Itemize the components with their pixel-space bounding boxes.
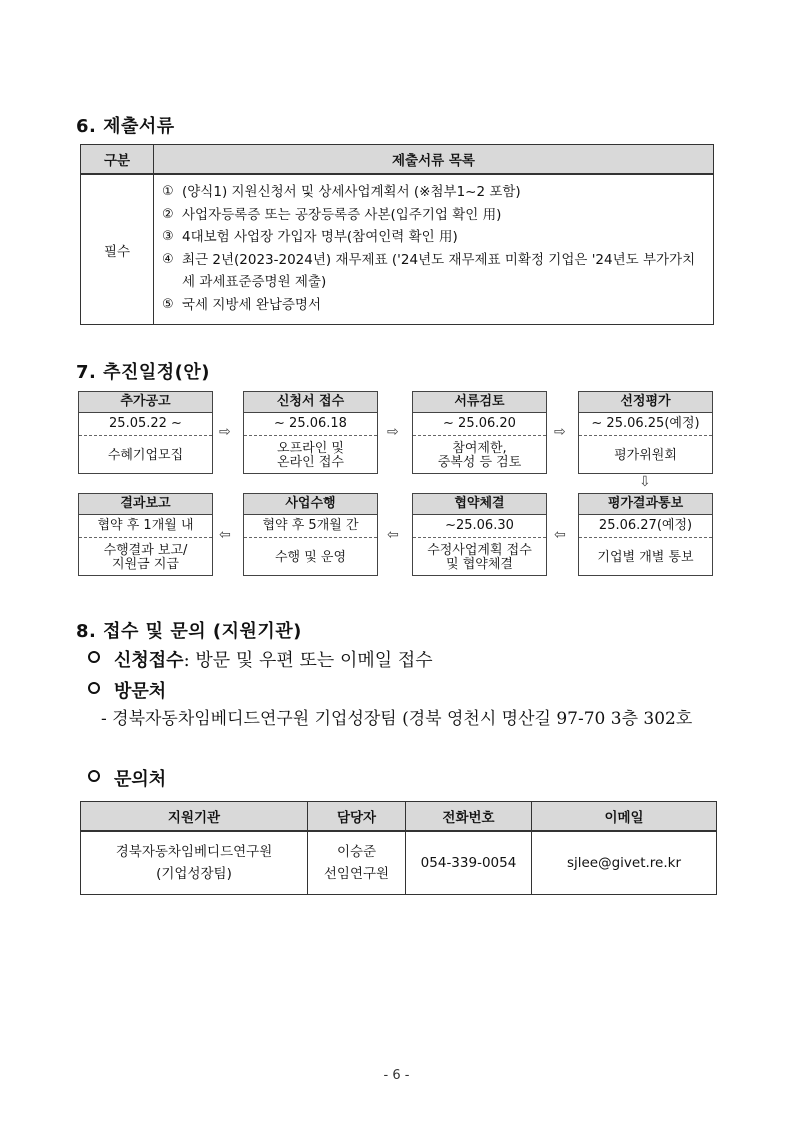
item-number: ③ xyxy=(162,229,174,244)
step-head: 신청서 접수 xyxy=(244,392,377,413)
column-header-category: 구분 xyxy=(81,145,154,175)
step-desc: 기업별 개별 통보 xyxy=(597,549,694,565)
list-item xyxy=(162,181,705,204)
org-team: (기업성장팀) xyxy=(156,866,232,882)
schedule-step-selection-evaluation xyxy=(578,391,713,474)
list-item xyxy=(162,294,705,317)
apply-text: : 방문 및 우편 또는 이메일 접수 xyxy=(183,650,433,671)
table-row xyxy=(81,831,717,895)
schedule-step-execution xyxy=(243,493,378,576)
step-date: ~ 25.06.20 xyxy=(413,413,546,436)
person-cell xyxy=(308,831,406,895)
section8-title: 8. 접수 및 문의 (지원기관) xyxy=(76,621,302,642)
arrow-right-icon: ⇨ xyxy=(387,424,399,440)
contact-line xyxy=(88,765,166,791)
table-header-row xyxy=(81,145,714,175)
list-item xyxy=(162,226,705,249)
item-number: ④ xyxy=(162,251,174,267)
arrow-left-icon: ⇦ xyxy=(219,527,231,543)
step-desc: 수행결과 보고/ 지원금 지급 xyxy=(103,542,188,572)
org-cell xyxy=(81,831,308,895)
item-text: 4대보험 사업장 가입자 명부(참여인력 확인 用) xyxy=(182,229,458,245)
person-name: 이승준 xyxy=(336,844,377,860)
arrow-right-icon: ⇨ xyxy=(554,424,566,440)
schedule-step-result-report xyxy=(78,493,213,576)
submission-documents-table xyxy=(80,144,714,325)
step-desc: 수정사업계획 접수 및 협약체결 xyxy=(427,542,532,572)
visit-line xyxy=(88,677,166,703)
contact-table xyxy=(80,801,717,895)
column-header-phone: 전화번호 xyxy=(406,802,532,832)
section7-title: 7. 추진일정(안) xyxy=(76,362,211,383)
item-text: 최근 2년(2023-2024년) 재무제표 ('24년도 재무제표 미확정 기업은 '24년도 부가가치세 과세표준증명원 제출) xyxy=(182,251,696,290)
arrow-left-icon: ⇦ xyxy=(387,527,399,543)
phone-number: 054-339-0054 xyxy=(406,831,532,895)
arrow-down-icon: ⇩ xyxy=(639,474,651,490)
schedule-step-announcement xyxy=(78,391,213,474)
step-head: 협약체결 xyxy=(413,494,546,515)
page-number: - 6 - xyxy=(383,1068,410,1083)
column-header-documents: 제출서류 목록 xyxy=(154,145,714,175)
contact-label: 문의처 xyxy=(114,769,167,790)
column-header-email: 이메일 xyxy=(532,802,717,832)
step-date: 25.05.22 ~ xyxy=(79,413,212,436)
step-date: ~ 25.06.18 xyxy=(244,413,377,436)
step-date: ~ 25.06.25(예정) xyxy=(579,413,712,436)
step-desc: 참여제한, 중복성 등 검토 xyxy=(437,440,522,470)
bullet-circle-icon xyxy=(88,682,100,694)
step-head: 평가결과통보 xyxy=(579,494,712,515)
visit-address: - 경북자동차임베디드연구원 기업성장팀 (경북 영천시 명산길 97-70 3층 302호 xyxy=(101,709,693,729)
step-desc: 오프라인 및 온라인 접수 xyxy=(277,440,344,470)
step-head: 결과보고 xyxy=(79,494,212,515)
item-number: ② xyxy=(162,206,174,222)
step-desc: 수혜기업모집 xyxy=(107,447,184,463)
schedule-step-application xyxy=(243,391,378,474)
visit-label: 방문처 xyxy=(114,681,167,702)
apply-line xyxy=(88,646,433,672)
item-text: 국세 지방세 완납증명서 xyxy=(182,296,321,313)
schedule-step-result-notice xyxy=(578,493,713,576)
step-head: 서류검토 xyxy=(413,392,546,413)
bullet-circle-icon xyxy=(88,770,100,782)
step-head: 선정평가 xyxy=(579,392,712,413)
step-desc: 평가위원회 xyxy=(614,447,677,463)
item-text: (양식1) 지원신청서 및 상세사업계획서 (※첨부1~2 포함) xyxy=(182,184,521,200)
arrow-right-icon: ⇨ xyxy=(219,424,231,440)
section6-title: 6. 제출서류 xyxy=(76,116,175,137)
list-item xyxy=(162,249,705,294)
step-date: 협약 후 1개월 내 xyxy=(79,515,212,538)
item-text: 사업자등록증 또는 공장등록증 사본(입주기업 확인 用) xyxy=(182,206,502,223)
documents-list-cell xyxy=(154,174,714,325)
org-name: 경북자동차임베디드연구원 xyxy=(115,844,273,860)
table-row xyxy=(81,174,714,325)
step-date: 25.06.27(예정) xyxy=(579,515,712,538)
step-date: ~25.06.30 xyxy=(413,515,546,538)
schedule-step-document-review xyxy=(412,391,547,474)
bullet-circle-icon xyxy=(88,651,100,663)
list-item xyxy=(162,204,705,227)
apply-label: 신청접수 xyxy=(114,650,184,671)
column-header-org: 지원기관 xyxy=(81,802,308,832)
item-number: ① xyxy=(162,184,174,199)
schedule-step-agreement xyxy=(412,493,547,576)
step-date: 협약 후 5개월 간 xyxy=(244,515,377,538)
step-head: 사업수행 xyxy=(244,494,377,515)
column-header-person: 담당자 xyxy=(308,802,406,832)
item-number: ⑤ xyxy=(162,296,174,312)
table-header-row xyxy=(81,802,717,832)
step-desc: 수행 및 운영 xyxy=(274,549,347,565)
email-address[interactable]: sjlee@givet.re.kr xyxy=(532,831,717,895)
step-head: 추가공고 xyxy=(79,392,212,413)
person-title: 선임연구원 xyxy=(323,866,390,882)
row-label-required: 필수 xyxy=(81,174,154,325)
arrow-left-icon: ⇦ xyxy=(554,527,566,543)
